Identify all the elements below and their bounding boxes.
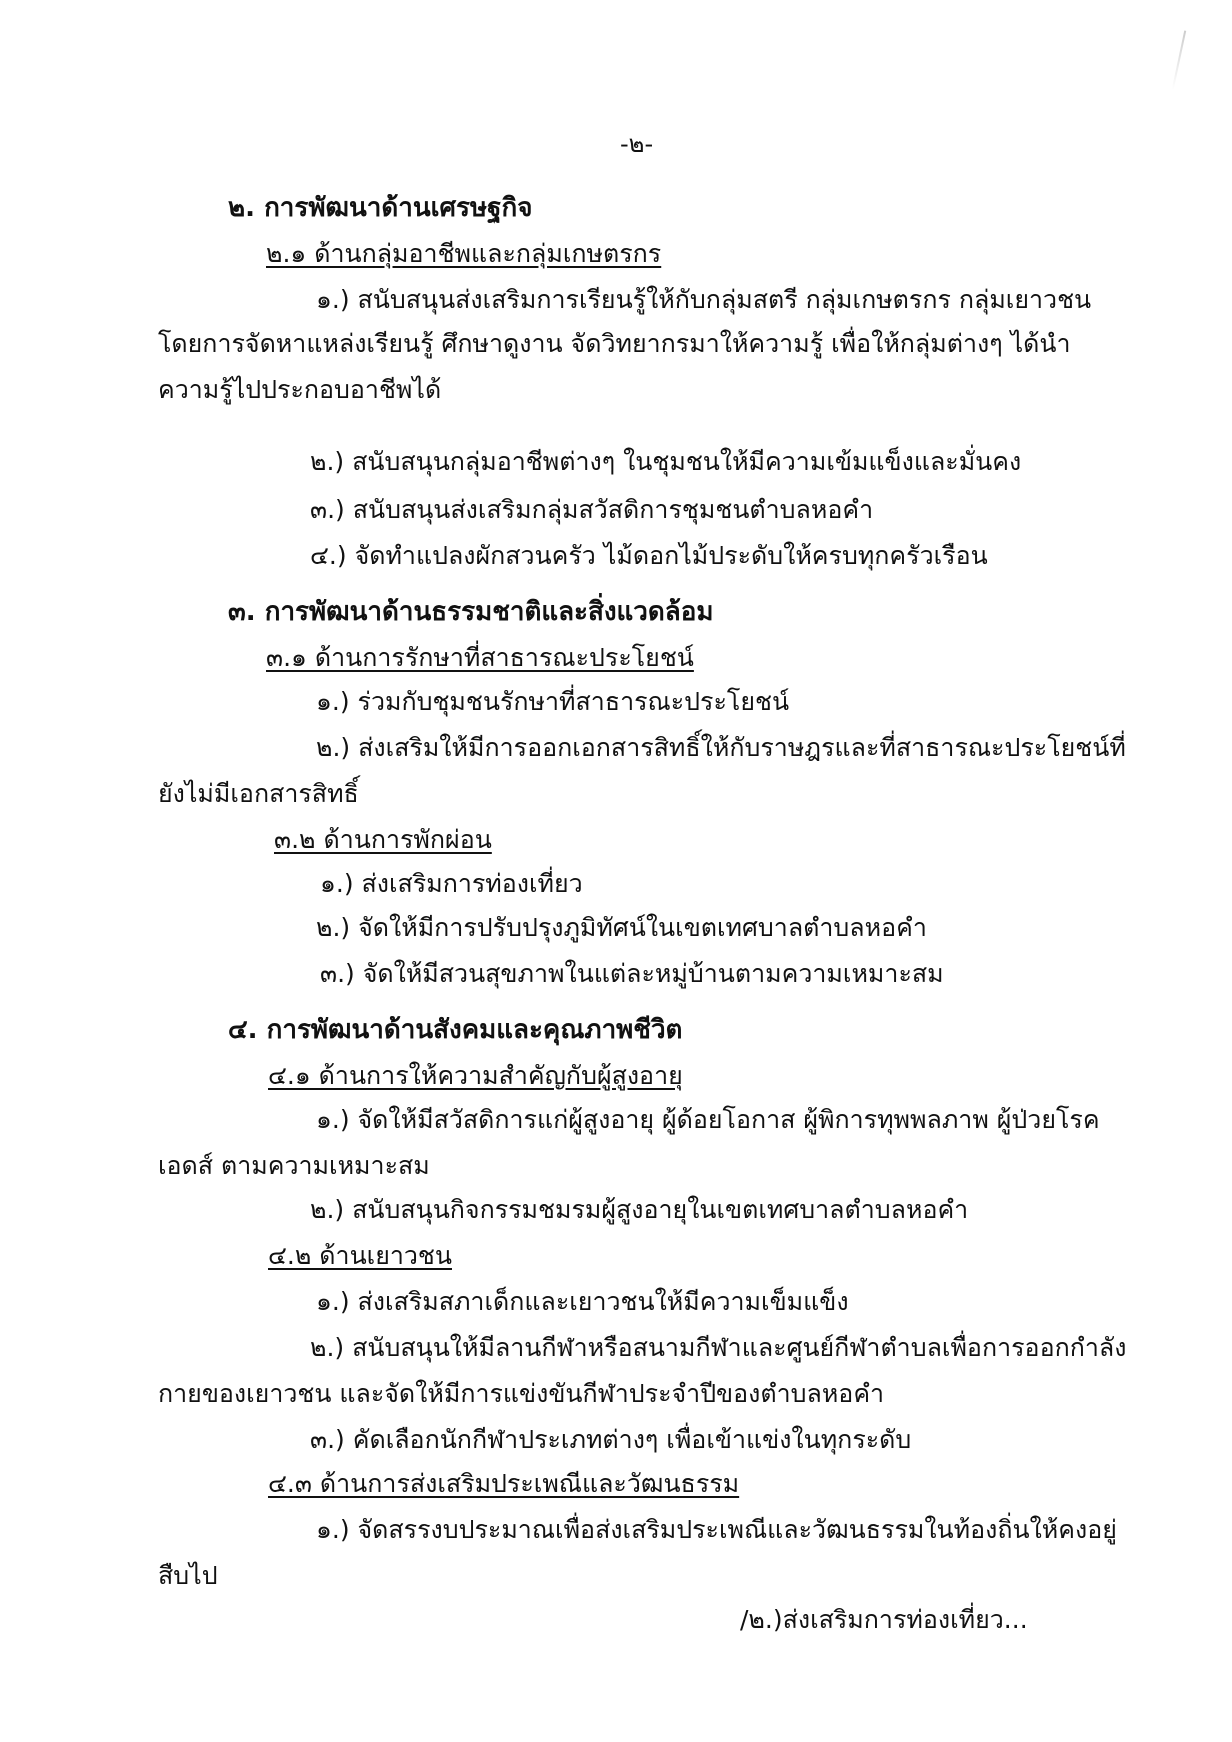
- continuation-note: /๒.)ส่งเสริมการท่องเที่ยว...: [740, 1605, 1028, 1634]
- item-line: ๒.) สนับสนุนกิจกรรมชมรมผู้สูงอายุในเขตเทศบาลตำบลหอคำ: [310, 1195, 969, 1224]
- item-line: ๑.) จัดสรรงบประมาณเพื่อส่งเสริมประเพณีและวัฒนธรรมในท้องถิ่นให้คงอยู่: [316, 1515, 1117, 1544]
- subsection-title-3-1: ๓.๑ ด้านการรักษาที่สาธารณะประโยชน์: [266, 643, 694, 672]
- item-line: ๑.) ส่งเสริมสภาเด็กและเยาวชนให้มีความเข็มแข็ง: [316, 1287, 849, 1316]
- subsection-title-3-2: ๓.๒ ด้านการพักผ่อน: [274, 825, 492, 854]
- item-line: กายของเยาวชน และจัดให้มีการแข่งขันกีฬาประจำปีของตำบลหอคำ: [158, 1379, 885, 1408]
- item-line: สืบไป: [158, 1561, 218, 1590]
- item-line: ๓.) สนับสนุนส่งเสริมกลุ่มสวัสดิการชุมชนตำบลหอคำ: [310, 495, 874, 524]
- item-line: ๑.) ส่งเสริมการท่องเที่ยว: [320, 869, 583, 898]
- item-line: ๑.) จัดให้มีสวัสดิการแก่ผู้สูงอายุ ผู้ด้อยโอกาส ผู้พิการทุพพลภาพ ผู้ป่วยโรค: [316, 1105, 1100, 1134]
- item-line: ๒.) สนับสนุนให้มีลานกีฬาหรือสนามกีฬาและศูนย์กีฬาตำบลเพื่อการออกกำลัง: [310, 1333, 1127, 1362]
- subsection-title-4-2: ๔.๒ ด้านเยาวชน: [268, 1241, 452, 1270]
- page-number: -๒-: [620, 130, 654, 158]
- item-line: ๓.) คัดเลือกนักกีฬาประเภทต่างๆ เพื่อเข้าแข่งในทุกระดับ: [310, 1425, 912, 1454]
- section-heading-4: ๔. การพัฒนาด้านสังคมและคุณภาพชีวิต: [228, 1015, 683, 1045]
- item-line: ๒.) จัดให้มีการปรับปรุงภูมิทัศน์ในเขตเทศบาลตำบลหอคำ: [316, 913, 927, 942]
- item-line: ๓.) จัดให้มีสวนสุขภาพในแต่ละหมู่บ้านตามความเหมาะสม: [320, 959, 944, 988]
- item-line: เอดส์ ตามความเหมาะสม: [158, 1151, 430, 1180]
- scan-artifact: [1172, 30, 1186, 89]
- subsection-title-4-1: ๔.๑ ด้านการให้ความสำคัญกับผู้สูงอายุ: [268, 1061, 683, 1090]
- section-heading-3: ๓. การพัฒนาด้านธรรมชาติและสิ่งแวดล้อม: [228, 597, 714, 627]
- item-line: ยังไม่มีเอกสารสิทธิ์: [158, 779, 359, 808]
- item-line: ๔.) จัดทำแปลงผักสวนครัว ไม้ดอกไม้ประดับให้ครบทุกครัวเรือน: [310, 541, 988, 570]
- item-line: ๒.) ส่งเสริมให้มีการออกเอกสารสิทธิ์ให้กับราษฎรและที่สาธารณะประโยชน์ที่: [316, 733, 1126, 762]
- subsection-title-4-3: ๔.๓ ด้านการส่งเสริมประเพณีและวัฒนธรรม: [268, 1469, 740, 1498]
- item-line: ๑.) สนับสนุนส่งเสริมการเรียนรู้ให้กับกลุ่มสตรี กลุ่มเกษตรกร กลุ่มเยาวชน: [316, 285, 1092, 314]
- item-line: ๒.) สนับสนุนกลุ่มอาชีพต่างๆ ในชุมชนให้มีความเข้มแข็งและมั่นคง: [310, 447, 1022, 476]
- item-line: โดยการจัดหาแหล่งเรียนรู้ ศึกษาดูงาน จัดวิทยากรมาให้ความรู้ เพื่อให้กลุ่มต่างๆ ได้นำ: [158, 329, 1071, 358]
- section-heading-2: ๒. การพัฒนาด้านเศรษฐกิจ: [228, 193, 533, 223]
- subsection-title-2-1: ๒.๑ ด้านกลุ่มอาชีพและกลุ่มเกษตรกร: [266, 239, 662, 268]
- item-line: ๑.) ร่วมกับชุมชนรักษาที่สาธารณะประโยชน์: [316, 687, 790, 716]
- item-line: ความรู้ไปประกอบอาชีพได้: [158, 375, 442, 404]
